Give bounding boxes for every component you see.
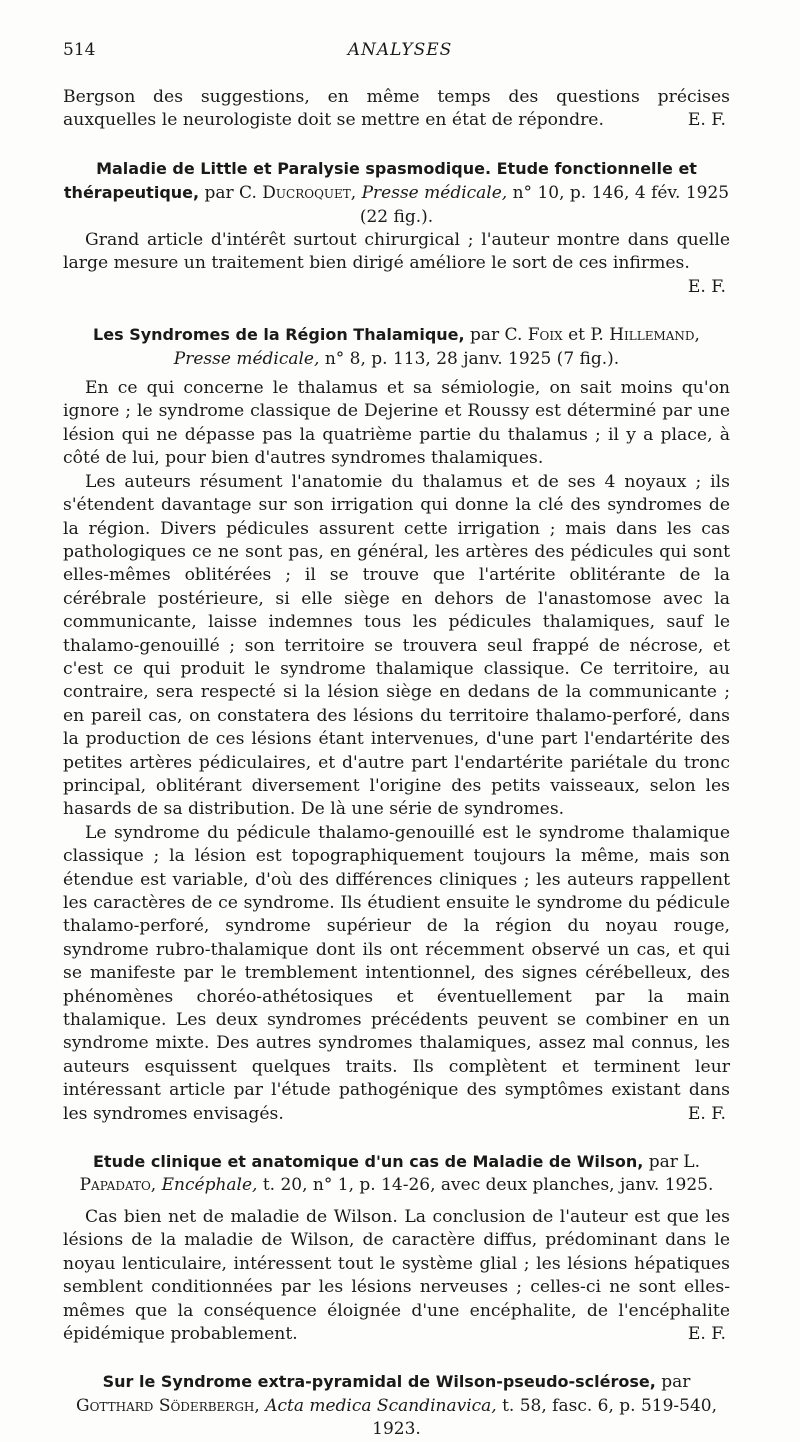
article-author: Papadato,	[79, 1175, 157, 1196]
article-by: par C.	[470, 325, 523, 346]
article-by: par	[661, 1372, 691, 1393]
article-ref: n° 10, p. 146, 4 fév. 1925 (22 fig.).	[359, 183, 730, 227]
article-journal: Presse médicale,	[361, 183, 508, 204]
article-journal: Presse médicale,	[173, 348, 320, 369]
paragraph-text: Grand article d'intérêt surtout chirurgical ; l'auteur montre dans quelle large mesure un traitement bien dirigé améliore le sort de ces infirmes.	[63, 230, 730, 274]
page-body	[63, 86, 730, 1442]
article-heading	[63, 323, 730, 371]
article-title: Sur le Syndrome extra-pyramidal de Wilson-pseudo-sclérose,	[102, 1372, 656, 1392]
article-by-2: et P.	[568, 325, 604, 346]
article-ref: t. 58, fasc. 6, p. 519-540, 1923.	[372, 1395, 718, 1440]
article-pseudo-sclerose	[63, 1370, 730, 1441]
article-journal: Acta medica Scandinavica,	[265, 1395, 497, 1416]
article-heading	[63, 157, 730, 229]
article-thalamique	[63, 323, 730, 1126]
article-wilson	[63, 1150, 730, 1346]
article-journal: Encéphale,	[161, 1175, 258, 1196]
article-title: Maladie de Little et Paralysie spasmodique. Etude fonctionnelle et thérapeutique,	[63, 158, 697, 203]
paragraph-text: Le syndrome du pédicule thalamo-genouillé est le syndrome thalamique classique ; la lésion est topographiquement toujours la même, mais son étendue est variable, d'où des différences cliniques ; les auteurs rappellent les caractères de ce syndrome. Ils étudient ensuite le syndrome du pédicule thalamo-perforé, syndrome supérieur de la région du noyau rouge, syndrome rubro-thalamique dont ils ont récemment observé un cas, et qui se manifeste par le tremblement intentionnel, des signes cérébelleux, des phénomènes choréo-athétosiques et éventuellement par la main thalamique. Les deux syndromes précédents peuvent se combiner en un syndrome mixte. Des autres syndromes thalamiques, assez mal connus, les auteurs esquissent quelques traits. Ils complètent et terminent leur intéressant article par l'étude pathogénique des symptômes existant dans les syndromes envisagés.	[63, 822, 730, 1124]
intro-signature: E. F.	[687, 110, 726, 131]
intro-paragraph	[63, 86, 730, 133]
article-heading	[63, 1150, 730, 1198]
paragraph-text: Cas bien net de maladie de Wilson. La conclusion de l'auteur est que les lésions de la maladie de Wilson, de caractère diffus, prédominant dans le noyau lenticulaire, intéressent tout le système glial ; les lésions hépatiques semblent conditionnées par les lésions nerveuses ; celles-ci ne sont elles-mêmes que la conséquence éloignée d'une encéphalite, de l'encéphalite épidémique probablement.	[63, 1206, 730, 1344]
article-signature: E. F.	[687, 1103, 726, 1124]
article-author: Gotthard Söderbergh,	[75, 1395, 260, 1416]
page-number: 514	[63, 40, 96, 60]
article-heading	[63, 1370, 730, 1441]
article-paragraph	[63, 1206, 730, 1346]
article-signature: E. F.	[687, 276, 726, 297]
article-little	[63, 157, 730, 299]
article-signature: E. F.	[687, 1323, 726, 1344]
article-title: Etude clinique et anatomique d'un cas de Maladie de Wilson,	[93, 1152, 644, 1172]
article-author: Ducroquet,	[262, 183, 357, 204]
article-title: Les Syndromes de la Région Thalamique,	[93, 325, 465, 345]
article-paragraph	[63, 229, 730, 299]
article-by: par C.	[204, 183, 257, 204]
article-author: Foix	[527, 325, 563, 346]
article-ref: t. 20, n° 1, p. 14-26, avec deux planches, janv. 1925.	[262, 1175, 714, 1196]
article-paragraph: En ce qui concerne le thalamus et sa sémiologie, on sait moins qu'on ignore ; le syndrome classique de Dejerine et Roussy est déterminé par une lésion qui ne dépasse pas la quatrième partie du thalamus ; il y a place, à côté de lui, pour bien d'autres syndromes thalamiques.	[63, 378, 730, 469]
article-ref: n° 8, p. 113, 28 janv. 1925 (7 fig.).	[324, 348, 620, 369]
article-author-2: Hillemand,	[609, 325, 700, 346]
running-title: ANALYSES	[347, 40, 453, 60]
article-paragraph: Les auteurs résument l'anatomie du thalamus et de ses 4 noyaux ; ils s'étendent davantage sur son irrigation qui donne la clé des syndromes de la région. Divers pédicules assurent cette irrigation ; mais dans les cas pathologiques ce ne sont pas, en général, les artères des pédicules qui sont elles-mêmes oblitérées ; il se trouve que l'artérite oblitérante de la cérébrale postérieure, si elle siège en dehors de l'anastomose avec la communicante, laisse indemnes tous les pédicules thalamiques, sauf le thalamo-genouillé ; son territoire se trouvera seul frappé de nécrose, et c'est ce qui produit le syndrome thalamique classique. Ce territoire, au contraire, sera respecté si la lésion siège en dedans de la communicante ; en pareil cas, on constatera des lésions du territoire thalamo-perforé, dans la production de ces lésions étant intervenues, d'une part l'endartérite des petites artères pédiculaires, et d'autre part l'endartérite pariétale du tronc principal, oblitérant diversement l'origine des petits vaisseaux, selon les hasards de sa distribution. De là une série de syndromes.	[63, 471, 730, 820]
intro-text: Bergson des suggestions, en même temps des questions précises auxquelles le neurologiste doit se mettre en état de répondre.	[63, 87, 730, 131]
article-paragraph	[63, 822, 730, 1126]
article-by: par L.	[648, 1152, 700, 1173]
